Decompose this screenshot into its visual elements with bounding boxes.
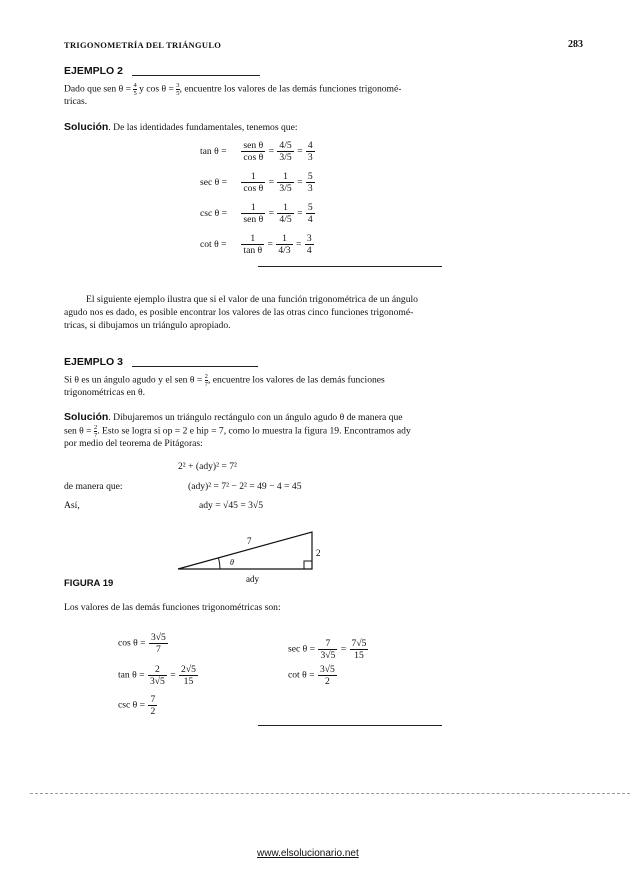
example-2-heading: EJEMPLO 2: [64, 65, 123, 77]
running-title: TRIGONOMETRÍA DEL TRIÁNGULO: [64, 40, 222, 50]
equation-cot: cot θ = $\frac{1}{\text{tan θ}}$ = $\frac{1}{4/3}$ = $\frac{3}{4}$: [200, 233, 312, 256]
example-2-solution: Solución. De las identidades fundamentales, tenemos que:: [64, 121, 298, 133]
footer-url[interactable]: www.elsolucionario.net: [257, 848, 359, 859]
page-number: 283: [568, 39, 583, 50]
value-sec: sec θ = $\frac{7}{3√5}$ = $\frac{7√5}{15}$: [288, 638, 367, 661]
example-2-statement-line2: tricas.: [64, 96, 88, 107]
hypotenuse-label: 7: [247, 536, 252, 546]
example-2-rule: [132, 75, 260, 76]
angle-arc: [219, 558, 221, 569]
triangle-shape: [178, 532, 312, 569]
example-3-statement-line2: trigonométricas en θ.: [64, 387, 146, 398]
values-intro: Los valores de las demás funciones trigonométricas son:: [64, 602, 281, 613]
example-3-solution-line3: por medio del teorema de Pitágoras:: [64, 438, 203, 449]
angle-label: θ: [230, 558, 234, 567]
value-csc: csc θ = $\frac{7}{2}$: [118, 694, 156, 717]
pythagoras-line-2: (ady)² = 7² − 2² = 49 − 4 = 45: [188, 481, 302, 492]
adjacent-label: ady: [246, 574, 259, 584]
pythagoras-label-3: Así,: [64, 500, 80, 511]
example-3-solution-line2: sen θ = $\frac{2}{7}$. Esto se logra si op = 2 e hip = 7, como lo muestra la figura 19. Encontramos ady: [64, 424, 411, 439]
example-3-end-rule: [258, 725, 442, 726]
pythagoras-line-1: 2² + (ady)² = 7²: [178, 461, 237, 472]
figure-19-triangle: [170, 522, 330, 590]
transition-paragraph: El siguiente ejemplo ilustra que si el valor de una función trigonométrica de un ángulo agudo nos es dado, es posible encontrar los valores de las otras cinco funciones trigonomé- tricas, si dibujamos un triángulo apropiado.: [64, 294, 418, 331]
example-3-statement: Si θ es un ángulo agudo y el sen θ = $\frac{2}{7}$, encuentre los valores de las demás funciones: [64, 373, 385, 388]
value-tan: tan θ = $\frac{2}{3√5}$ = $\frac{2√5}{15}$: [118, 664, 196, 687]
example-3-solution: Solución. Dibujaremos un triángulo rectángulo con un ángulo agudo θ de manera que: [64, 411, 403, 423]
equation-csc: csc θ = $\frac{1}{\text{sen θ}}$ = $\frac{1}{4/5}$ = $\frac{5}{4}$: [200, 202, 313, 225]
scan-edge-line: [30, 793, 630, 794]
opposite-label: 2: [316, 548, 321, 558]
solution-label-3: Solución: [64, 411, 109, 423]
example-3-heading: EJEMPLO 3: [64, 356, 123, 368]
example-2-statement: Dado que sen θ = $\frac{4}{5}$ y cos θ = $\frac{3}{5}$, encuentre los valores de las demás funciones trigonomé-: [64, 82, 402, 97]
example-2-end-rule: [258, 266, 442, 267]
right-angle-mark: [304, 561, 312, 569]
figure-19-caption: FIGURA 19: [64, 578, 114, 589]
value-cos: cos θ = $\frac{3√5}{7}$: [118, 632, 166, 655]
example-3-rule: [132, 366, 258, 367]
pythagoras-label-2: de manera que:: [64, 481, 123, 492]
equation-sec: sec θ = $\frac{1}{\text{cos θ}}$ = $\frac{1}{3/5}$ = $\frac{5}{3}$: [200, 171, 313, 194]
identity-equations: [200, 140, 316, 264]
pythagoras-line-3: ady = √45 = 3√5: [199, 500, 263, 511]
value-cot: cot θ = $\frac{3√5}{2}$: [288, 664, 335, 687]
solution-label: Solución: [64, 121, 109, 133]
equation-tan: tan θ = $\frac{\text{sen θ}}{\text{cos θ}}$ = $\frac{4/5}{3/5}$ = $\frac{4}{3}$: [200, 140, 313, 163]
